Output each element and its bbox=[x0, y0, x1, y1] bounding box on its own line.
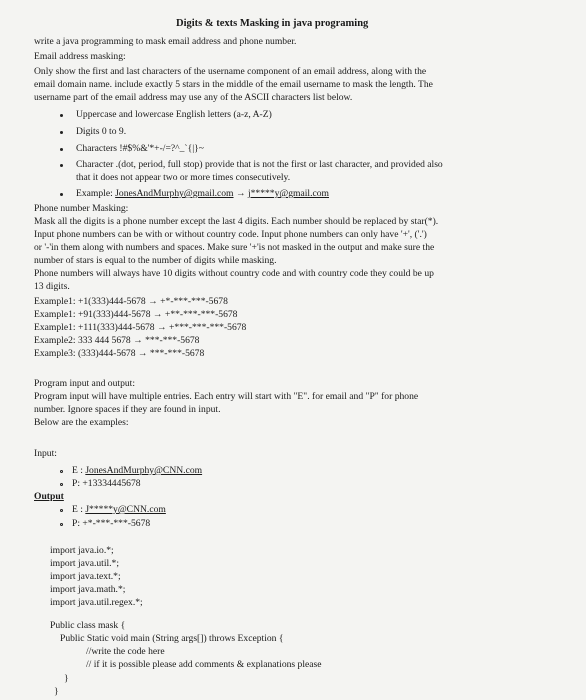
code-closing-brace: } bbox=[54, 686, 59, 697]
output-label: Output bbox=[34, 491, 64, 502]
code-import: import java.io.*; bbox=[50, 545, 114, 556]
phone-desc-line: or '-'in them along with numbers and spaces. Make sure '+'is not masked in the output and make sure the bbox=[34, 242, 435, 253]
code-class-line: Public class mask { bbox=[50, 620, 126, 631]
bullet-dot bbox=[60, 523, 63, 526]
bullet-dot bbox=[60, 164, 63, 167]
bullet-dot bbox=[60, 114, 63, 117]
email-bullet: Uppercase and lowercase English letters (a-z, A-Z) bbox=[76, 109, 272, 120]
input-label: Input: bbox=[34, 448, 57, 459]
code-import: import java.util.regex.*; bbox=[50, 597, 143, 608]
code-import: import java.text.*; bbox=[50, 571, 121, 582]
phone-desc-line: Mask all the digits is a phone number except the last 4 digits. Each number should be replaced by star(*). bbox=[34, 216, 439, 227]
code-import: import java.util.*; bbox=[50, 558, 120, 569]
bullet-dot bbox=[60, 148, 63, 151]
phone-example: Example1: +111(333)444-5678 → +***-***-***-5678 bbox=[34, 322, 247, 333]
program-heading: Program input and output: bbox=[34, 378, 135, 389]
email-bullet-continuation: that it does not appear two or more times consecutively. bbox=[76, 172, 291, 183]
program-desc-line: number. Ignore spaces if they are found in input. bbox=[34, 404, 221, 415]
intro-text: write a java programming to mask email address and phone number. bbox=[34, 36, 297, 47]
email-bullet: Characters !#$%&'*+-/=?^_`{|}~ bbox=[76, 143, 204, 154]
code-comment: //write the code here bbox=[86, 646, 165, 657]
phone-example: Example1: +1(333)444-5678 → +*-***-***-5678 bbox=[34, 296, 228, 307]
input-email-line bbox=[72, 465, 202, 477]
output-phone-line: P: +*-***-***-5678 bbox=[72, 518, 151, 529]
code-closing-brace: } bbox=[64, 673, 69, 684]
email-example-label: Example: bbox=[76, 188, 116, 199]
arrow-icon: → bbox=[235, 188, 246, 199]
bullet-dot bbox=[60, 131, 63, 134]
phone-heading: Phone number Masking: bbox=[34, 203, 129, 214]
phone-desc-line: Phone numbers will always have 10 digits without country code and with country code they could be up bbox=[34, 268, 434, 279]
phone-desc-line: 13 digits. bbox=[34, 281, 70, 292]
email-desc-line: Only show the first and last characters of the username component of an email address, along with the bbox=[34, 66, 427, 77]
phone-desc-line: Input phone numbers can be with or without country code. Input phone numbers can only have '+', ('.') bbox=[34, 229, 427, 240]
input-email-value: JonesAndMurphy@CNN.com bbox=[85, 465, 203, 476]
phone-desc-line: number of stars is equal to the number of digits while masking. bbox=[34, 255, 277, 266]
bullet-dot bbox=[60, 509, 63, 512]
email-desc-line: email domain name. include exactly 5 stars in the middle of the email username to mask the length. The bbox=[34, 79, 433, 90]
code-main-line: Public Static void main (String args[]) throws Exception { bbox=[60, 633, 284, 644]
bullet-dot bbox=[60, 483, 63, 486]
phone-example: Example3: (333)444-5678 → ***-***-5678 bbox=[34, 348, 205, 359]
code-comment: // if it is possible please add comments & explanations please bbox=[86, 659, 322, 670]
document-title: Digits & texts Masking in java programing bbox=[176, 18, 369, 29]
email-desc-line: username part of the email address may use any of the ASCII characters list below. bbox=[34, 92, 353, 103]
output-email-value: J*****y@CNN.com bbox=[85, 504, 166, 515]
input-phone-line: P: +13334445678 bbox=[72, 478, 141, 489]
program-desc-line: Program input will have multiple entries. Each entry will start with "E". for email and "P" for phone bbox=[34, 391, 419, 402]
output-email-line bbox=[72, 504, 166, 516]
phone-example: Example2: 333 444 5678 → ***-***-5678 bbox=[34, 335, 200, 346]
email-example-input: JonesAndMurphy@gmail.com bbox=[115, 188, 234, 199]
input-email-prefix: E : bbox=[72, 465, 86, 476]
email-bullet: Character .(dot, period, full stop) provide that is not the first or last character, and provided also bbox=[76, 159, 443, 170]
program-desc-line: Below are the examples: bbox=[34, 417, 129, 428]
email-example bbox=[76, 188, 329, 200]
email-heading: Email address masking: bbox=[34, 51, 126, 62]
output-email-prefix: E : bbox=[72, 504, 86, 515]
email-bullet: Digits 0 to 9. bbox=[76, 126, 127, 137]
email-example-output: j*****y@gmail.com bbox=[247, 188, 329, 199]
bullet-dot bbox=[60, 193, 63, 196]
code-import: import java.math.*; bbox=[50, 584, 126, 595]
bullet-dot bbox=[60, 470, 63, 473]
phone-example: Example1: +91(333)444-5678 → +**-***-***-5678 bbox=[34, 309, 238, 320]
